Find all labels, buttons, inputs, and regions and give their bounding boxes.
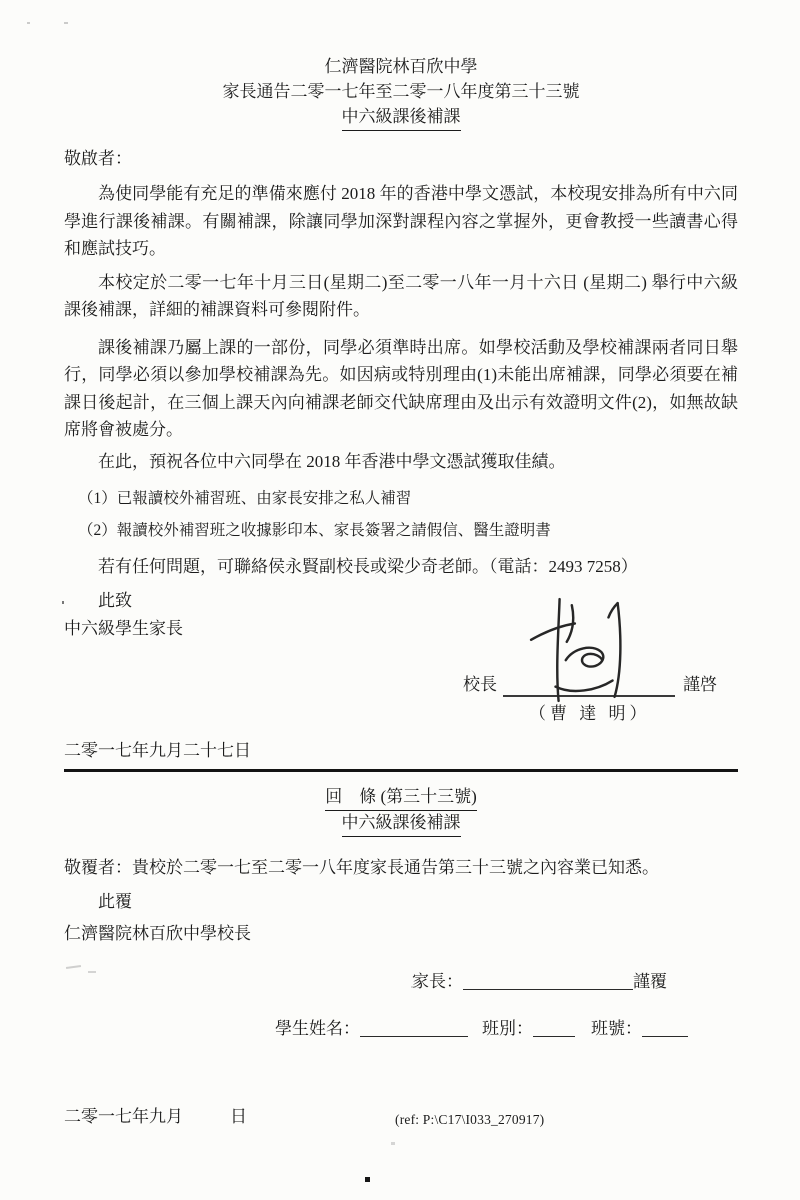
class-number-label: 班號： (591, 1019, 642, 1038)
principal-valediction: 謹啓 (683, 675, 717, 694)
parent-signature-row (412, 968, 738, 996)
paragraph-exam-preparation: 為使同學能有充足的準備來應付 2018 年的香港中學文憑試，本校現安排為所有中六同學進行課後補課。有關補課，除讓同學加深對課程內容之掌握外，更會教授一些讀書心得和應試技巧。 (64, 184, 738, 258)
reply-date-row (64, 1104, 738, 1129)
footnote-1: （1）已報讀校外補習班、由家長安排之私人補習 (78, 490, 412, 507)
parent-valediction: 謹覆 (633, 972, 667, 991)
class-label: 班別： (482, 1019, 533, 1038)
contact-line: 若有任何問題，可聯絡侯永賢副校長或梁少奇老師。（電話：2493 7258） (98, 557, 638, 576)
notice-document (64, 0, 738, 1129)
reply-acknowledgement: 敬覆者：貴校於二零一七至二零一八年度家長通告第三十三號之內容業已知悉。 (64, 858, 659, 877)
student-name-label: 學生姓名： (275, 1019, 360, 1038)
student-info-row (275, 1015, 738, 1043)
reply-slip-title: 回 條 (第三十三號) (325, 785, 477, 811)
parent-label: 家長： (412, 972, 463, 991)
notice-subject: 中六級課後補課 (342, 104, 461, 131)
principal-role-label: 校長 (463, 675, 497, 694)
notice-header (64, 54, 738, 131)
principal-signature-line (503, 673, 675, 697)
principal-signature-block (463, 673, 793, 726)
notice-date: 二零一七年九月二十七日 (64, 740, 251, 760)
class-blank (533, 1018, 575, 1037)
scan-artifact (27, 22, 30, 24)
student-name-blank (360, 1018, 468, 1037)
scan-artifact (365, 1177, 370, 1182)
paragraph-schedule: 本校定於二零一七年十月三日(星期二)至二零一八年一月十六日 (星期二) 舉行中六級課後補課，詳細的補課資料可參閱附件。 (64, 272, 738, 319)
closing-addressee: 中六級學生家長 (64, 618, 183, 638)
notice-number-line: 家長通告二零一七年至二零一八年度第三十三號 (222, 82, 580, 101)
school-name: 仁濟醫院林百欣中學 (324, 57, 478, 76)
reply-date-prefix: 二零一七年九月 (64, 1107, 183, 1126)
parent-signature-blank (463, 971, 633, 990)
principal-signature-scribble (519, 595, 645, 707)
reply-slip-subject: 中六級課後補課 (342, 811, 461, 837)
scan-artifact (391, 1142, 395, 1145)
class-number-blank (642, 1018, 688, 1037)
reply-addressee: 仁濟醫院林百欣中學校長 (64, 924, 251, 943)
footnote-2: （2）報讀校外補習班之收據影印本、家長簽署之請假信、醫生證明書 (78, 522, 551, 539)
tear-off-divider (64, 769, 738, 773)
file-reference: (ref: P:\C17\I033_270917) (395, 1112, 545, 1127)
paragraph-attendance-rules: 課後補課乃屬上課的一部份，同學必須準時出席。如學校活動及學校補課兩者同日舉行，同學必須以參加學校補課為先。如因病或特別理由(1)未能出席補課，同學必須要在補課日後起計，在三個上課天內向補課老師交代缺席理由及出示有效證明文件(2)，如無故缺席將會被處分。 (64, 337, 738, 439)
salutation: 敬啟者： (64, 149, 132, 168)
reply-slip-header (64, 785, 738, 837)
reply-date-day-label: 日 (230, 1107, 247, 1126)
principal-name: （曹 達 明） (529, 704, 651, 723)
closing-to: 此致 (98, 590, 132, 610)
paragraph-well-wishes: 在此，預祝各位中六同學在 2018 年香港中學文憑試獲取佳績。 (98, 451, 566, 471)
reply-closing: 此覆 (98, 892, 132, 911)
